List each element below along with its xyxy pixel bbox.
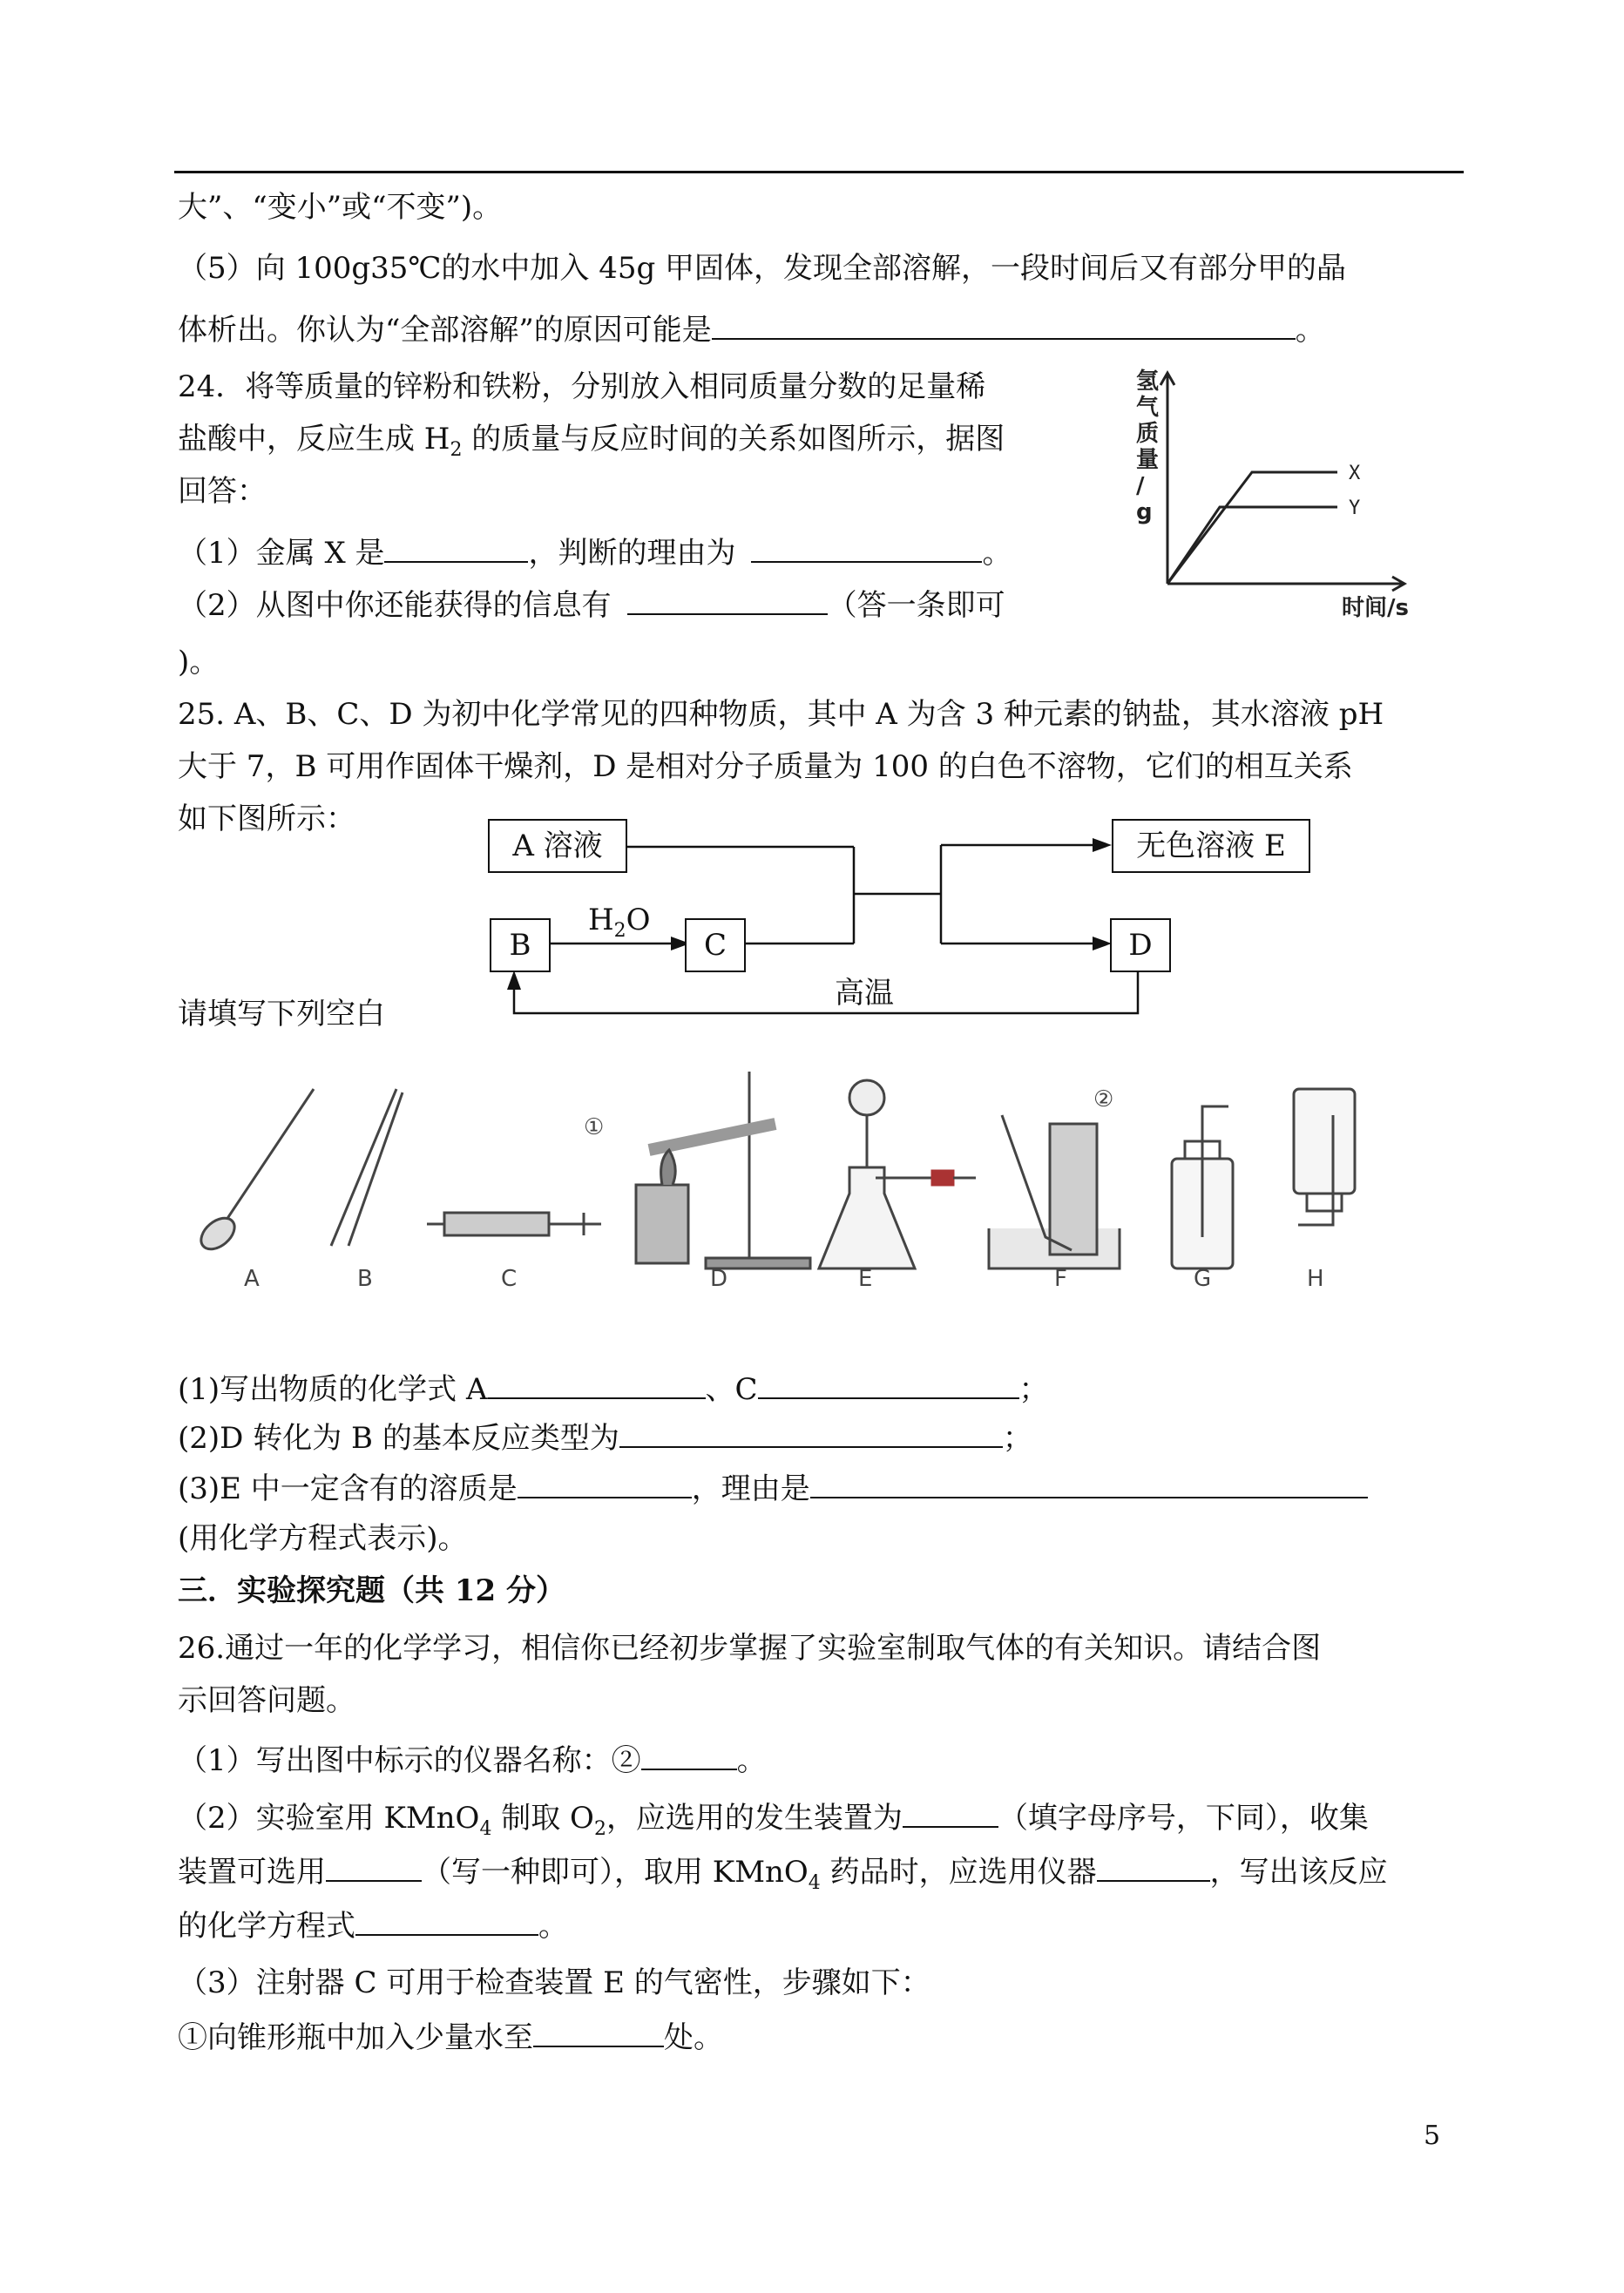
gas-bottle-g-icon [1172,1106,1233,1268]
apparatus-label-b: B [357,1266,373,1292]
q26-part3-step1: ①向锥形瓶中加入少量水至 处。 [178,2020,723,2055]
relation-diagram [0,0,1624,1045]
spoon-icon [195,1089,314,1255]
answer-blank[interactable] [641,1742,737,1770]
q24-line1: 24．将等质量的锌粉和铁粉，分别放入相同质量分数的足量稀 [178,369,986,404]
arrow-head-icon [1093,937,1112,950]
q25-line3: 如下图所示： [178,802,355,836]
answer-blank[interactable] [1097,1854,1210,1882]
q26-part2-line2: 装置可选用 （写一种即可），取用 KMnO$_4$ 药品时，应选用仪器 ，写出该反应 [178,1855,1388,1894]
apparatus-label-h: H [1307,1266,1324,1292]
series-x-label: X [1349,463,1361,484]
syringe-icon [427,1213,601,1235]
answer-blank[interactable] [518,1471,692,1498]
apparatus-label-d: D [710,1266,728,1292]
q24-line3: 回答： [178,474,267,509]
box-b: B [490,918,551,972]
arrow-head-icon [1093,838,1112,852]
box-c: C [685,918,746,972]
marker-1: ① [584,1114,605,1140]
apparatus-label-g: G [1194,1266,1212,1292]
q25-sub2: (2)D 转化为 B 的基本反应类型为 ； [178,1421,1032,1456]
box-a-solution: A 溶液 [488,819,627,873]
marker-2: ② [1093,1086,1114,1113]
box-d: D [1110,918,1171,972]
gas-bottle-h-icon [1294,1089,1355,1225]
q25-sub3-end: (用化学方程式表示)。 [178,1521,468,1556]
conical-flask-icon [819,1080,976,1268]
q23-part5-line2: 体析出。你认为“全部溶解”的原因可能是 。 [178,313,1325,348]
arrow-head-icon [507,971,521,990]
q24-part2: （2）从图中你还能获得的信息有 （答一条即可 [178,588,1005,623]
y-axis-label: 氢气质量/ g [1136,369,1160,525]
arrow-label-high-temp: 高温 [835,976,894,1011]
answer-blank[interactable] [355,1908,538,1936]
heating-apparatus-icon [636,1072,810,1268]
q25-line1: 25. A、B、C、D 为初中化学常见的四种物质，其中 A 为含 3 种元素的钠盐，其水溶液 pH [178,697,1384,732]
box-e-solution: 无色溶液 E [1112,819,1310,873]
q26-part3: （3）注射器 C 可用于检查装置 E 的气密性，步骤如下： [178,1965,930,2000]
arrow-label-h2o: $H_2O$ [588,903,651,942]
q26-line1: 26.通过一年的化学学习，相信你已经初步掌握了实验室制取气体的有关知识。请结合图 [178,1631,1322,1666]
answer-blank[interactable] [488,1371,706,1399]
q26-part1: （1）写出图中标示的仪器名称：② 。 [178,1743,767,1778]
section3-heading: 三．实验探究题（共 12 分） [178,1573,565,1608]
answer-blank[interactable] [758,1371,1019,1399]
q26-line2: 示回答问题。 [178,1683,355,1718]
fill-prompt: 请填写下列空白 [178,997,385,1032]
q23-line: 大”、“变小”或“不变”)。 [178,190,503,225]
arrow-d-to-b [514,969,1138,1013]
page-number: 5 [1424,2121,1441,2151]
q24-part2-end: )。 [178,645,220,680]
q25-sub1: (1)写出物质的化学式 A 、C ； [178,1372,1049,1407]
answer-blank[interactable] [810,1471,1368,1498]
answer-blank[interactable] [903,1800,998,1828]
q24-part1: （1）金属 X 是 ，判断的理由为 。 [178,536,1012,571]
q25-sub3: (3)E 中一定含有的溶质是 ，理由是 [178,1471,1368,1506]
apparatus-label-c: C [501,1266,518,1292]
apparatus-label-e: E [858,1266,873,1292]
answer-blank[interactable] [326,1854,422,1882]
q25-line2: 大于 7，B 可用作固体干燥剂，D 是相对分子质量为 100 的白色不溶物，它们的相互关系 [178,749,1353,784]
water-trough-icon [989,1115,1120,1268]
q24-line2: 盐酸中，反应生成 $H_2$ 的质量与反应时间的关系如图所示，据图 [178,422,1005,461]
tweezers-icon [331,1089,403,1246]
answer-blank[interactable] [533,2019,664,2047]
q26-part2-line1: （2）实验室用 KMnO$_4$ 制取 $O_2$，应选用的发生装置为 （填字母序号，下同），收集 [178,1801,1369,1840]
q26-part2-line3: 的化学方程式 。 [178,1909,568,1944]
apparatus-label-f: F [1054,1266,1067,1292]
series-y-label: Y [1349,497,1361,519]
apparatus-illustration [174,1063,1481,1298]
answer-blank[interactable] [619,1420,1003,1448]
x-axis-label: 时间/s [1342,595,1409,621]
q23-part5-line1: （5）向 100g35℃的水中加入 45g 甲固体，发现全部溶解，一段时间后又有部分甲的晶 [178,251,1347,286]
apparatus-label-a: A [244,1266,260,1292]
